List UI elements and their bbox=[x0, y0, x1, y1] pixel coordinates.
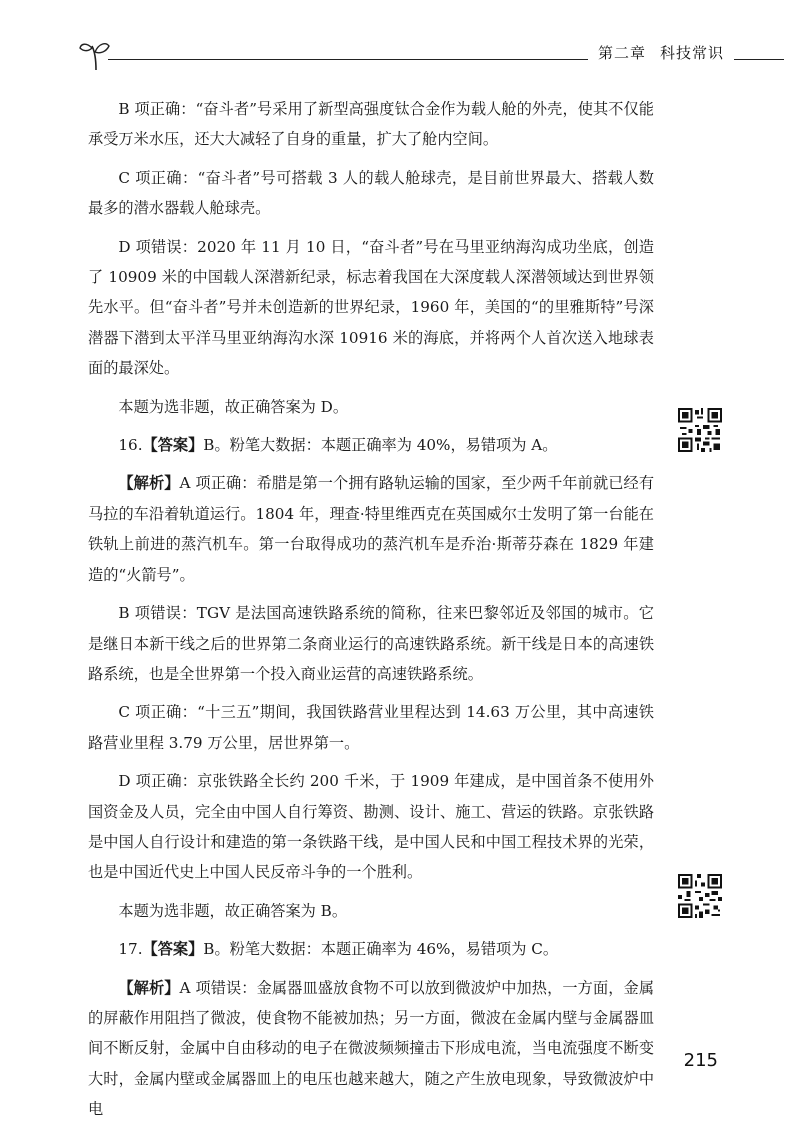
answer-16 bbox=[88, 430, 654, 460]
paragraph bbox=[88, 896, 654, 926]
analysis-16 bbox=[88, 468, 654, 590]
question-number: 16. bbox=[118, 436, 143, 455]
paragraph-text: C 项正确：“奋斗者”号可搭载 3 人的载人舱球壳，是目前世界最大、搭载人数最多的潜水器载人舱球壳。 bbox=[88, 168, 654, 218]
qr-code-icon[interactable] bbox=[678, 408, 722, 452]
chapter-title bbox=[588, 42, 734, 63]
sprout-icon bbox=[78, 38, 114, 72]
qr-code-icon[interactable] bbox=[678, 874, 722, 918]
paragraph-text: B 项错误：TGV 是法国高速铁路系统的简称，往来巴黎邻近及邻国的城市。它是继日本新干线之后的世界第二条商业运行的高速铁路系统。新干线是日本的高速铁路系统，也是全世界第一个投入商业运营的高速铁路系统。 bbox=[88, 604, 654, 683]
chapter-number: 第二章 bbox=[597, 44, 646, 62]
analysis-label: 【解析】 bbox=[118, 474, 180, 493]
page-number: 215 bbox=[683, 1050, 718, 1071]
page-header bbox=[78, 36, 784, 76]
paragraph bbox=[88, 392, 654, 422]
paragraph-text: C 项正确：“十三五”期间，我国铁路营业里程达到 14.63 万公里，其中高速铁路营业里程 3.79 万公里，居世界第一。 bbox=[88, 703, 654, 752]
paragraph bbox=[88, 94, 654, 155]
paragraph-text: A 项错误：金属器皿盛放食物不可以放到微波炉中加热，一方面，金属的屏蔽作用阻挡了微波，使食物不能被加热；另一方面，微波在金属内壁与金属器皿间不断反射，金属中自由移动的电子在微波频频撞击下形成电流，当电流强度不断变大时，金属内壁或金属器皿上的电压也越来越大，随之产生放电现象，导致微波炉中电 bbox=[88, 978, 655, 1119]
paragraph-text: D 项正确：京张铁路全长约 200 千米，于 1909 年建成，是中国首条不使用外国资金及人员，完全由中国人自行筹资、勘测、设计、施工、营运的铁路。京张铁路是中国人自行设计和建造的第一条铁路干线，是中国人民和中国工程技术界的光荣，也是中国近代史上中国人民反帝斗争的一个胜利。 bbox=[88, 772, 654, 882]
paragraph-text: A 项正确：希腊是第一个拥有路轨运输的国家，至少两千年前就已经有马拉的车沿着轨道运行。1804 年，理查·特里维西克在英国威尔士发明了第一台能在铁轨上前进的蒸汽机车。第一台取得成功的蒸汽机车是乔治·斯蒂芬森在 1829 年建造的“火箭号”。 bbox=[88, 474, 655, 584]
answer-label: 【答案】 bbox=[142, 940, 204, 959]
paragraph bbox=[88, 766, 654, 888]
answer-label: 【答案】 bbox=[142, 436, 204, 455]
analysis-17 bbox=[88, 973, 654, 1125]
paragraph-text: 本题为选非题，故正确答案为 B。 bbox=[118, 901, 348, 920]
page-body bbox=[88, 94, 654, 1133]
question-number: 17. bbox=[118, 940, 143, 959]
paragraph-text: B 项正确：“奋斗者”号采用了新型高强度钛合金作为载人舱的外壳，使其不仅能承受万米水压，还大大减轻了自身的重量，扩大了舱内空间。 bbox=[88, 100, 654, 149]
analysis-label: 【解析】 bbox=[118, 978, 180, 997]
paragraph bbox=[88, 697, 654, 758]
paragraph bbox=[88, 598, 654, 689]
paragraph-text: B。粉笔大数据：本题正确率为 40%，易错项为 A。 bbox=[203, 436, 558, 455]
paragraph-text: 本题为选非题，故正确答案为 D。 bbox=[118, 397, 349, 416]
paragraph-text: B。粉笔大数据：本题正确率为 46%，易错项为 C。 bbox=[203, 940, 559, 959]
paragraph bbox=[88, 163, 654, 224]
paragraph bbox=[88, 232, 654, 384]
answer-17 bbox=[88, 934, 654, 964]
paragraph-text: D 项错误：2020 年 11 月 10 日，“奋斗者”号在马里亚纳海沟成功坐底，创造了 10909 米的中国载人深潜新纪录，标志着我国在大深度载人深潜领域达到世界领先水平。但“奋斗者”号并未创造新的世界纪录，1960 年，美国的“的里雅斯特”号深潜器下潜到太平洋马里亚纳海沟水深 10916 米的海底，并将两个人首次送入地球表面的最深处。 bbox=[88, 237, 654, 378]
chapter-name: 科技常识 bbox=[659, 44, 724, 62]
